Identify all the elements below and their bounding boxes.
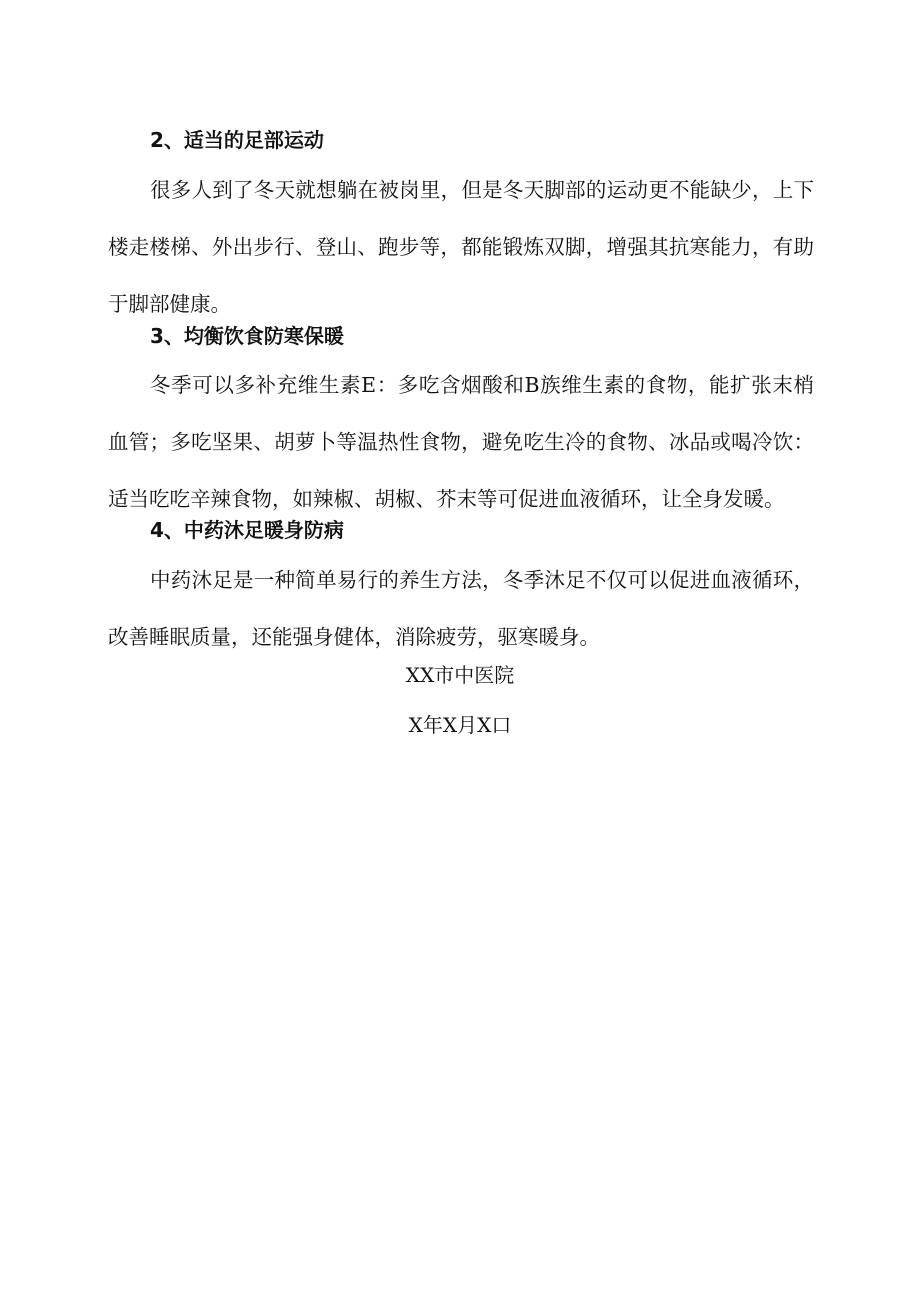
- signature-organization: [0, 663, 920, 687]
- issue-date: X年X月X口: [408, 713, 512, 737]
- section-heading-foot-exercise: 2、适当的足部运动: [150, 128, 324, 152]
- organization-name: XX市中医院: [405, 663, 515, 687]
- section-heading-balanced-diet: 3、均衡饮食防寒保暖: [150, 324, 344, 348]
- section-body-balanced-diet: 冬季可以多补充维生素E：多吃含烟酸和B族维生素的食物，能扩张末梢血管；多吃坚果、胡萝卜等温热性食物，避免吃生冷的食物、冰品或喝冷饮：适当吃吃辛辣食物，如辣椒、胡椒、芥末等可促进血液循环，让全身发暖。: [108, 373, 814, 511]
- signature-date: [0, 713, 920, 737]
- section-body-foot-exercise: 很多人到了冬天就想躺在被岗里，但是冬天脚部的运动更不能缺少，上下楼走楼梯、外出步行、登山、跑步等，都能锻炼双脚，增强其抗寒能力，有助于脚部健康。: [108, 178, 814, 316]
- section-heading-herbal-footbath: 4、中药沐足暖身防病: [150, 518, 344, 542]
- section-body-herbal-footbath: 中药沐足是一种简单易行的养生方法，冬季沐足不仅可以促进血液循环，改善睡眠质量，还能强身健体，消除疲劳，驱寒暖身。: [108, 568, 814, 649]
